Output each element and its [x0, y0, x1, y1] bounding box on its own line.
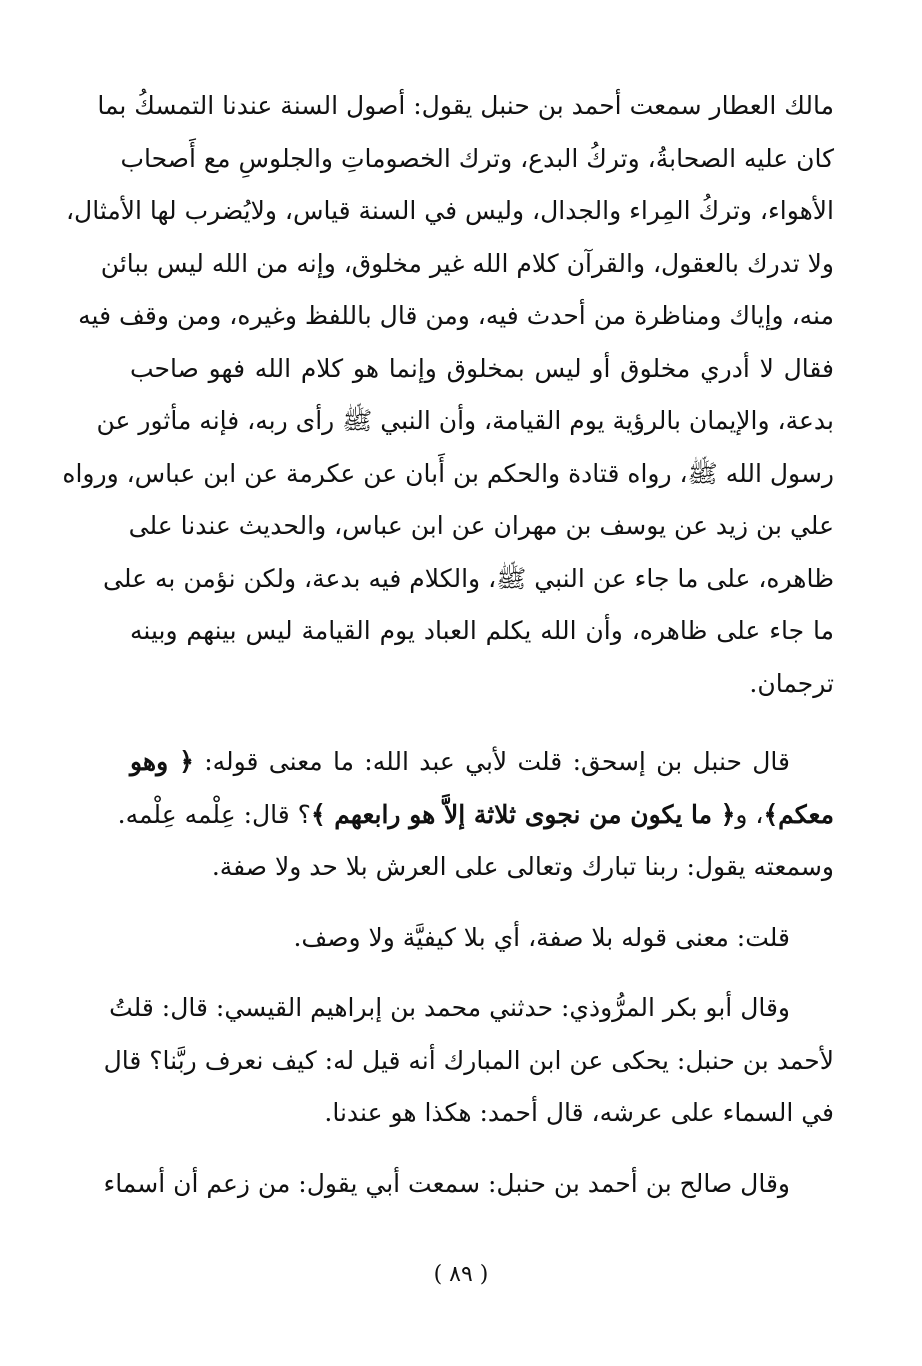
text-line: ولا تدرك بالعقول، والقرآن كلام الله غير مخلوق، وإنه من الله ليس ببائن [100, 248, 834, 278]
paragraph-3 [130, 912, 834, 965]
text-line: وسمعته يقول: ربنا تبارك وتعالى على العرش بلا حد ولا صفة. [211, 852, 834, 881]
text-line: ما جاء على ظاهره، وأن الله يكلم العباد يوم القيامة ليس بينهم وبينه [130, 616, 834, 645]
paragraph-5 [103, 1158, 834, 1211]
quran-verse: ﴿ وهو [130, 747, 194, 776]
text-line: كان عليه الصحابةُ، وتركُ البدع، وترك الخصوماتِ والجلوسِ مع أَصحاب [120, 143, 834, 173]
text-line: وقال أبو بكر المرُّوذي: حدثني محمد بن إبراهيم القيسي: قال: قلتُ [109, 993, 790, 1022]
text-line: رسول الله ﷺ، رواه قتادة والحكم بن أَبان عن عكرمة عن ابن عباس، ورواه [62, 458, 834, 488]
text-line: وقال صالح بن أحمد بن حنبل: سمعت أبي يقول: من زعم أن أسماء [103, 1168, 790, 1198]
text-line: في السماء على عرشه، قال أحمد: هكذا هو عندنا. [324, 1098, 834, 1127]
quran-verse: معكم﴾ [763, 799, 834, 829]
text-line: الأهواء، وتركُ المِراء والجدال، وليس في السنة قياس، ولايُضرب لها الأمثال، [65, 196, 834, 225]
text-line: ظاهره، على ما جاء عن النبي ﷺ، والكلام فيه بدعة، ولكن نؤمن به على [103, 563, 834, 593]
text-segment: ؟ قال: عِلْمه عِلْمه. [117, 799, 311, 829]
quran-verse: ﴿ ما يكون من نجوى ثلاثة إلاَّ هو رابعهم ﴾ [310, 799, 736, 829]
text-line: علي بن زيد عن يوسف بن مهران عن ابن عباس، والحديث عندنا على [128, 511, 834, 540]
page-number: ( ٨٩ ) [433, 1262, 489, 1287]
text-line: ترجمان. [749, 668, 834, 698]
text-line: لأحمد بن حنبل: يحكى عن ابن المبارك أنه قيل له: كيف نعرف ربَّنا؟ قال [103, 1045, 834, 1075]
text-line [130, 736, 790, 789]
text-line: فقال لا أدري مخلوق أو ليس بمخلوق وإنما هو كلام الله فهو صاحب [130, 353, 834, 383]
paragraph-1 [62, 80, 834, 710]
paragraph-2-continued [117, 789, 834, 894]
text-line: بدعة، والإيمان بالرؤية يوم القيامة، وأن النبي ﷺ رأى ربه، فإنه مأثور عن [96, 406, 834, 435]
text-line: مالك العطار سمعت أحمد بن حنبل يقول: أصول السنة عندنا التمسكُ بما [97, 91, 834, 120]
text-segment: قال حنبل بن إسحق: قلت لأبي عبد الله: ما معنى قوله: [193, 747, 790, 776]
paragraph-2 [130, 736, 834, 789]
text-line [117, 789, 834, 842]
text-segment: ، و [735, 799, 764, 829]
text-line: قلت: معنى قوله بلا صفة، أي بلا كيفيَّة ولا وصف. [293, 922, 790, 952]
text-line: منه، وإياك ومناظرة من أحدث فيه، ومن قال باللفظ وغيره، ومن وقف فيه [78, 301, 834, 330]
paragraph-4 [103, 982, 834, 1140]
